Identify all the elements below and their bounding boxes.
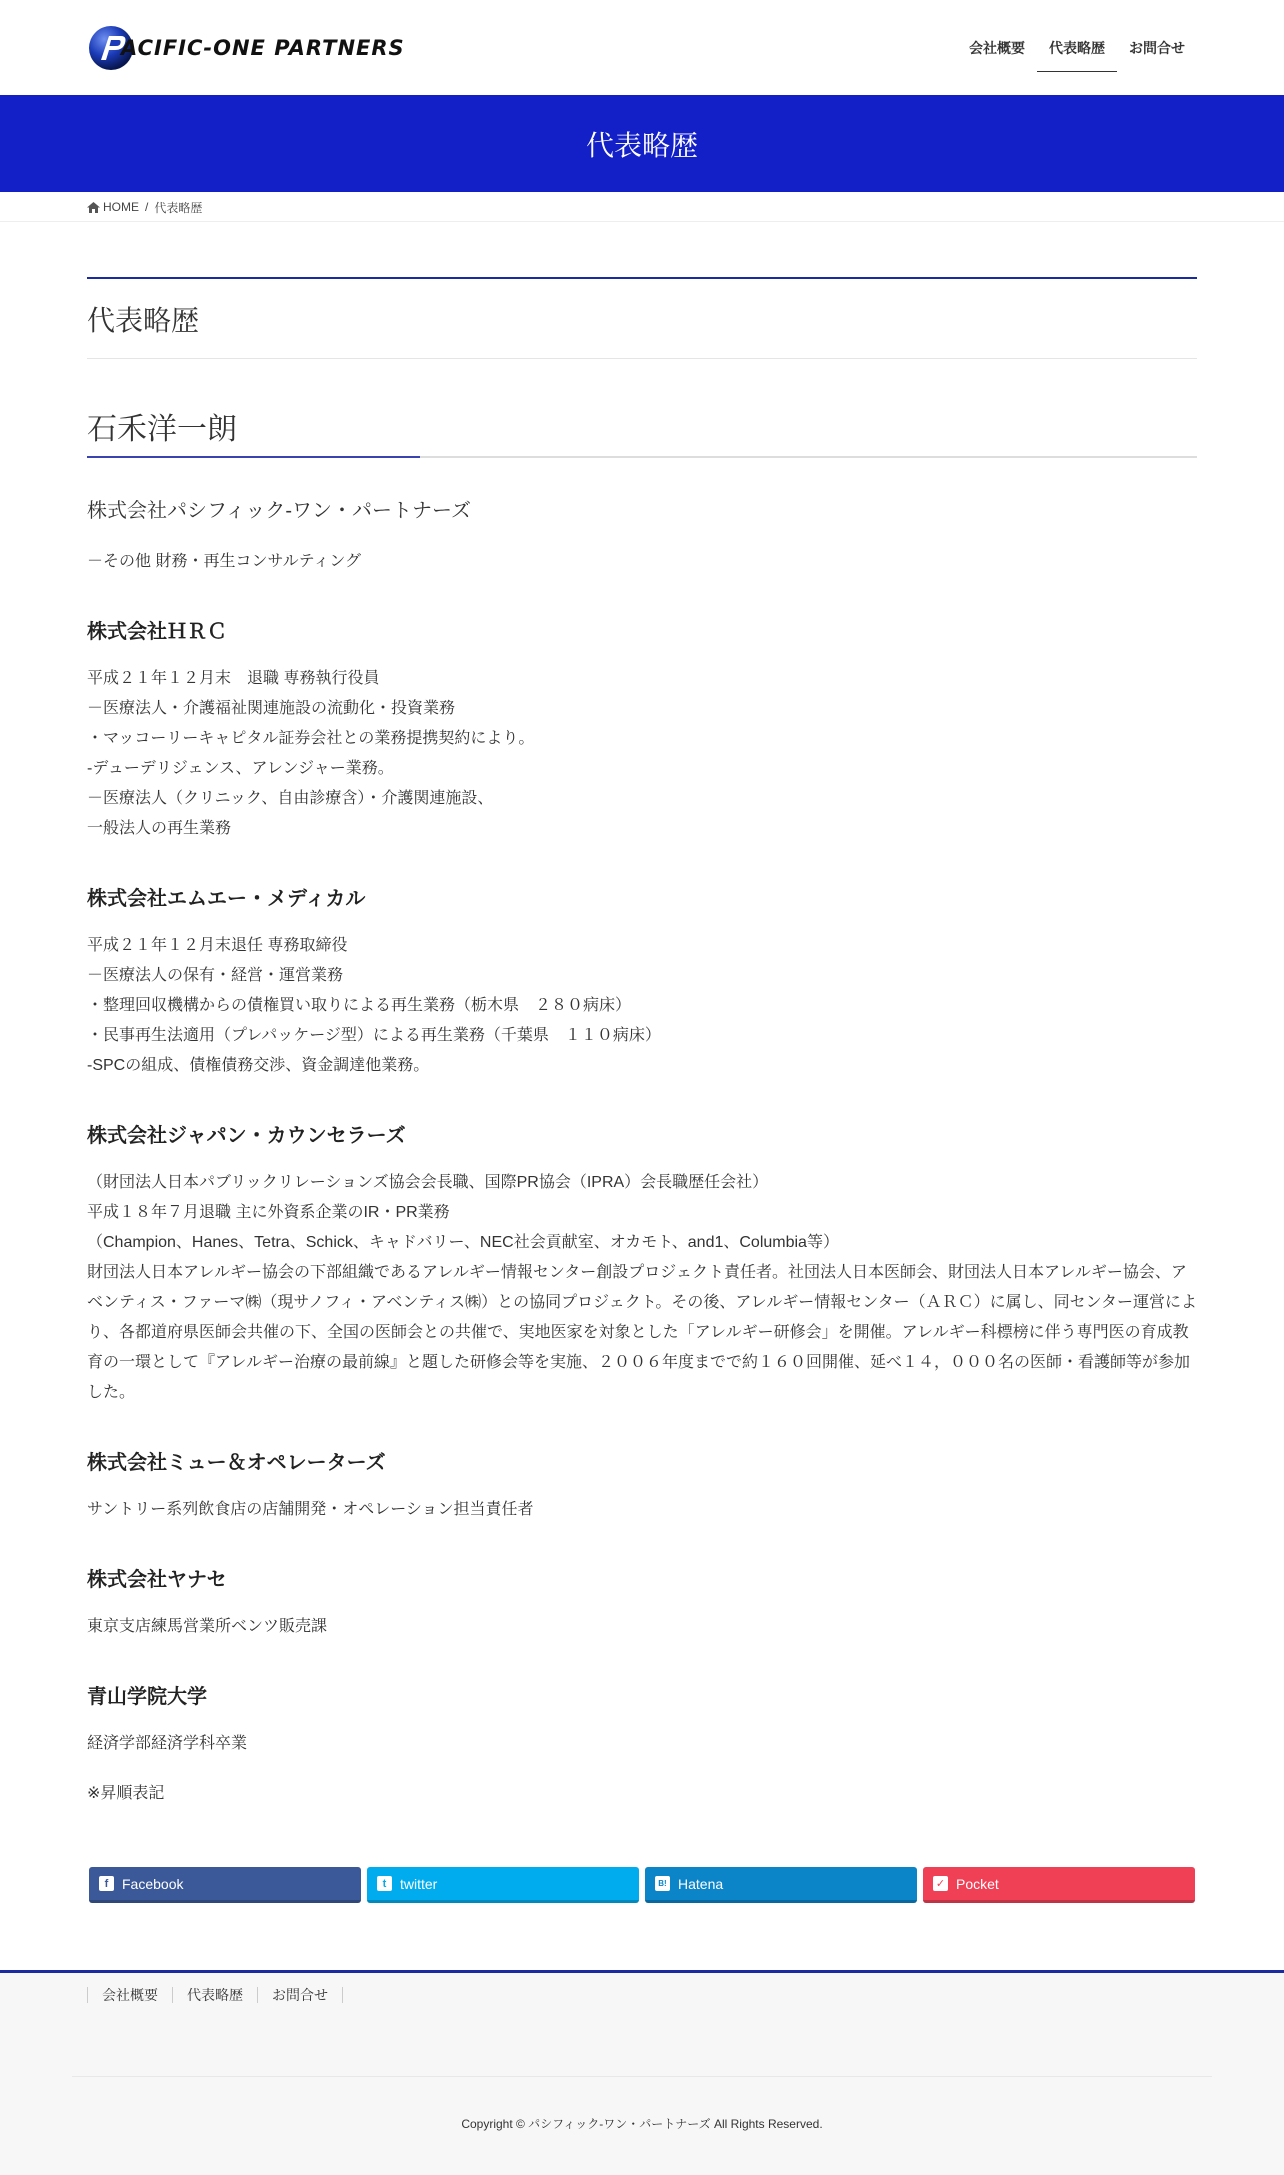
person-name: 石禾洋一朗 [87,404,1197,458]
career-section-ma-medical [87,882,1197,1081]
section-line: ・マッコーリーキャピタル証券会社との業務提携契約により。 [87,730,535,747]
section-body [87,664,1197,844]
section-line: －医療法人の保有・経営・運営業務 [87,967,344,984]
section-heading: 株式会社ミュー＆オペレーターズ [87,1452,386,1474]
section-line: －医療法人（クリニック、自由診療含）・介護関連施設、 [87,790,494,807]
logo-text: ACIFIC-ONE PARTNERS [121,35,405,60]
section-line: 東京支店練馬営業所ベンツ販売課 [87,1618,328,1635]
share-twitter-button[interactable] [367,1867,639,1903]
order-note: ※昇順表記 [87,1785,165,1802]
share-label: Facebook [122,1875,184,1892]
career-section-mu-operators [87,1446,1197,1525]
share-buttons [87,1867,1197,1903]
breadcrumb [0,192,1284,222]
section-body [87,931,1197,1081]
section-body [87,1729,1197,1759]
twitter-icon: t [377,1876,392,1891]
hatena-icon: B! [655,1876,670,1891]
section-line: 平成１８年７月退職 主に外資系企業のIR・PR業務 [87,1204,450,1221]
company-main-desc: －その他 財務・再生コンサルティング [87,553,362,570]
share-hatena-button[interactable] [645,1867,917,1903]
section-line: 一般法人の再生業務 [87,820,232,837]
nav-item-profile[interactable]: 代表略歴 [1037,0,1117,95]
nav-item-company[interactable]: 会社概要 [969,39,1025,56]
share-facebook-button[interactable] [89,1867,361,1903]
site-footer [0,1970,1284,2175]
share-label: Hatena [678,1875,724,1892]
copyright: Copyright © パシフィック-ワン・パートナーズ All Rights Reserved. [461,2117,823,2131]
career-section-japan-counselors [87,1119,1197,1408]
main-content [0,222,1284,1903]
page-header-band [0,95,1284,192]
section-heading: 株式会社ヤナセ [87,1569,227,1591]
share-label: Pocket [956,1875,999,1892]
section-line: -デューデリジェンス、アレンジャー業務。 [87,760,394,777]
breadcrumb-current: 代表略歴 [154,200,203,215]
site-header [0,0,1284,95]
section-heading: 株式会社ジャパン・カウンセラーズ [87,1125,406,1147]
section-line: ・民事再生法適用（プレパッケージ型）による再生業務（千葉県 １１０病床） [87,1027,661,1044]
section-line: 平成２１年１２月末 退職 専務執行役員 [87,670,380,687]
section-line: （財団法人日本パブリックリレーションズ協会会長職、国際PR協会（IPRA）会長職歴任会社） [87,1174,769,1191]
section-paragraph: 財団法人日本アレルギー協会の下部組織であるアレルギー情報センター創設プロジェクト責任者。社団法人日本医師会、財団法人日本アレルギー協会、アベンティス・ファーマ㈱（現サノフィ・アベンティス㈱）との協同プロジェクト。その後、アレルギー情報センター（ＡＲＣ）に属し、同センター運営により、各都道府県医師会共催の下、全国の医師会との共催で、実地医家を対象とした「アレルギー研修会」を開催。アレルギー科標榜に伴う専門医の育成教育の一環として『アレルギー治療の最前線』と題した研修会等を実施、２００６年度までで約１６０回開催、延べ１４，０００名の医師・看護師等が参加した。 [87,1264,1198,1401]
breadcrumb-home-link[interactable]: HOME [103,200,139,214]
company-main-name: 株式会社パシフィック-ワン・パートナーズ [87,500,472,522]
share-pocket-button[interactable] [923,1867,1195,1903]
career-section-yanase [87,1563,1197,1642]
section-body [87,1612,1197,1642]
facebook-icon: f [99,1876,114,1891]
section-heading: 青山学院大学 [87,1686,207,1708]
nav-item-contact[interactable]: お問合せ [1129,39,1185,56]
section-line: －医療法人・介護福祉関連施設の流動化・投資業務 [87,700,456,717]
career-section-hrc [87,615,1197,844]
section-line: サントリー系列飲食店の店舗開発・オペレーション担当責任者 [87,1501,534,1518]
section-body [87,1168,1197,1408]
section-line: ・整理回収機構からの債権買い取りによる再生業務（栃木県 ２８０病床） [87,997,632,1014]
section-heading: 株式会社ＨＲＣ [87,621,227,643]
global-nav [957,0,1197,95]
share-label: twitter [400,1875,438,1892]
section-line: （Champion、Hanes、Tetra、Schick、キャドバリー、NEC社会貢献室、オカモト、and1、Columbia等） [87,1234,839,1251]
section-line: -SPCの組成、債権債務交渉、資金調達他業務。 [87,1057,430,1074]
footer-nav-profile[interactable]: 代表略歴 [172,1987,257,2003]
section-body [87,1495,1197,1525]
page-header-title: 代表略歴 [585,129,698,161]
site-logo[interactable] [87,23,405,73]
footer-nav-company[interactable]: 会社概要 [87,1987,172,2003]
breadcrumb-separator: / [145,200,149,214]
footer-divider [72,2076,1212,2077]
home-icon [87,202,100,213]
section-line: 経済学部経済学科卒業 [87,1735,248,1752]
footer-nav [87,1987,1197,2003]
pocket-icon: ✓ [933,1876,948,1891]
footer-nav-contact[interactable]: お問合せ [257,1987,343,2003]
section-line: 平成２１年１２月末退任 専務取締役 [87,937,348,954]
career-section-aoyama [87,1680,1197,1759]
section-heading: 株式会社エムエー・メディカル [87,888,366,910]
entry-title: 代表略歴 [87,277,1197,359]
